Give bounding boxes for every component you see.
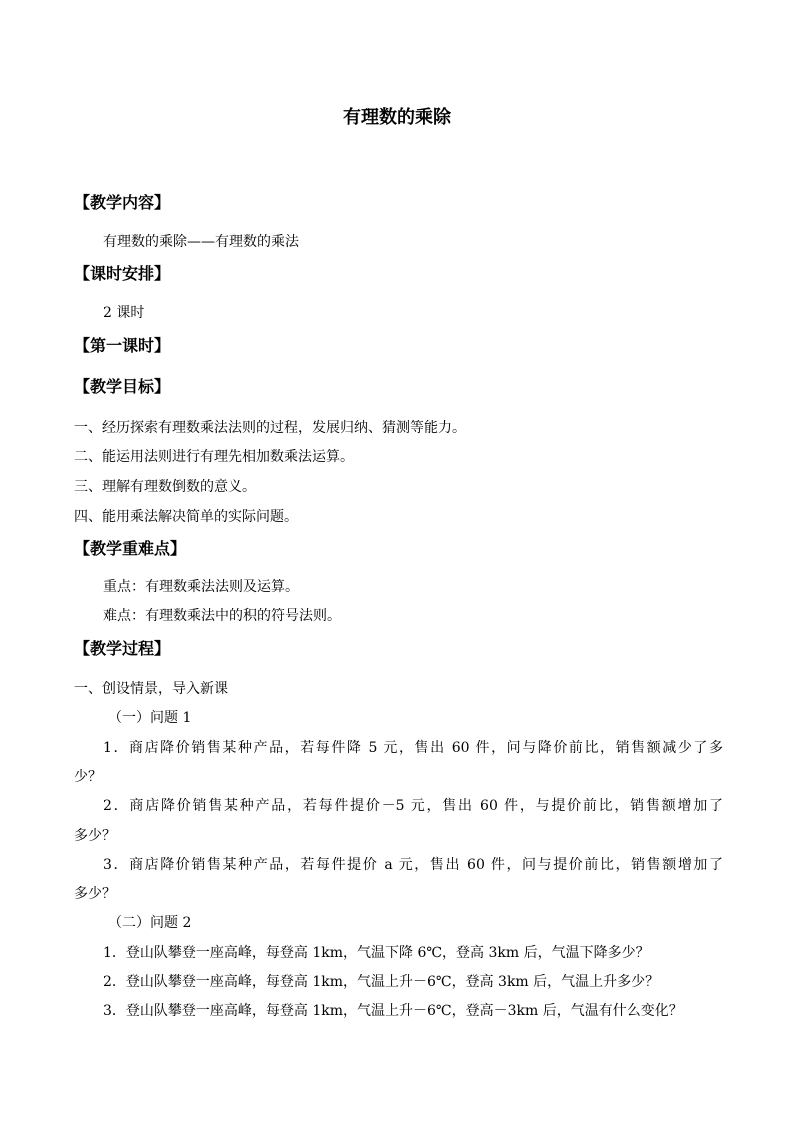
- heading-key-points: 【教学重难点】: [74, 539, 187, 558]
- goal-item: 三、理解有理数倒数的意义。: [74, 479, 256, 495]
- heading-teaching-content: 【教学内容】: [74, 193, 171, 212]
- process-step-one: 一、创设情景，导入新课: [74, 681, 228, 697]
- teaching-content-text: 有理数的乘除——有理数的乘法: [103, 234, 299, 250]
- heading-lesson-one: 【第一课时】: [74, 336, 171, 355]
- heading-teaching-goals: 【教学目标】: [74, 377, 171, 396]
- heading-schedule: 【课时安排】: [74, 264, 171, 283]
- problem-two-item: 2．登山队攀登一座高峰，每登高 1km，气温上升－6℃，登高 3km 后，气温上升多少？: [103, 974, 660, 990]
- difficult-point-text: 难点：有理数乘法中的积的符号法则。: [103, 608, 341, 624]
- problem-two-item: 3．登山队攀登一座高峰，每登高 1km，气温上升－6℃，登高－3km 后，气温有什么变化？: [103, 1003, 683, 1019]
- problem-one-item-cont: 多少？: [74, 828, 116, 844]
- heading-teaching-process: 【教学过程】: [74, 639, 171, 658]
- problem-one-item-cont: 多少？: [74, 886, 116, 902]
- problem-two-item: 1．登山队攀登一座高峰，每登高 1km，气温下降 6℃，登高 3km 后，气温下降多少？: [103, 945, 650, 961]
- problem-one-item-cont: 少？: [74, 769, 102, 785]
- problem-two-label: （二）问题 2: [108, 915, 192, 931]
- problem-one-label: （一）问题 1: [108, 710, 192, 726]
- problem-one-item-line: 1．商店降价销售某种产品，若每件降 5 元，售出 60 件，问与降价前比，销售额减少了多: [103, 740, 723, 756]
- key-point-text: 重点：有理数乘法法则及运算。: [103, 579, 299, 595]
- problem-one-item-line: 3．商店降价销售某种产品，若每件提价 a 元，售出 60 件，问与提价前比，销售额增加了: [103, 857, 723, 873]
- goal-item: 一、经历探索有理数乘法法则的过程，发展归纳、猜测等能力。: [74, 420, 466, 436]
- schedule-text: 2 课时: [103, 305, 145, 321]
- problem-one-item-line: 2．商店降价销售某种产品，若每件提价－5 元，售出 60 件，与提价前比，销售额增加了: [103, 798, 723, 814]
- page-title: 有理数的乘除: [343, 107, 451, 128]
- goal-item: 二、能运用法则进行有理先相加数乘法运算。: [74, 449, 354, 465]
- goal-item: 四、能用乘法解决简单的实际问题。: [74, 509, 298, 525]
